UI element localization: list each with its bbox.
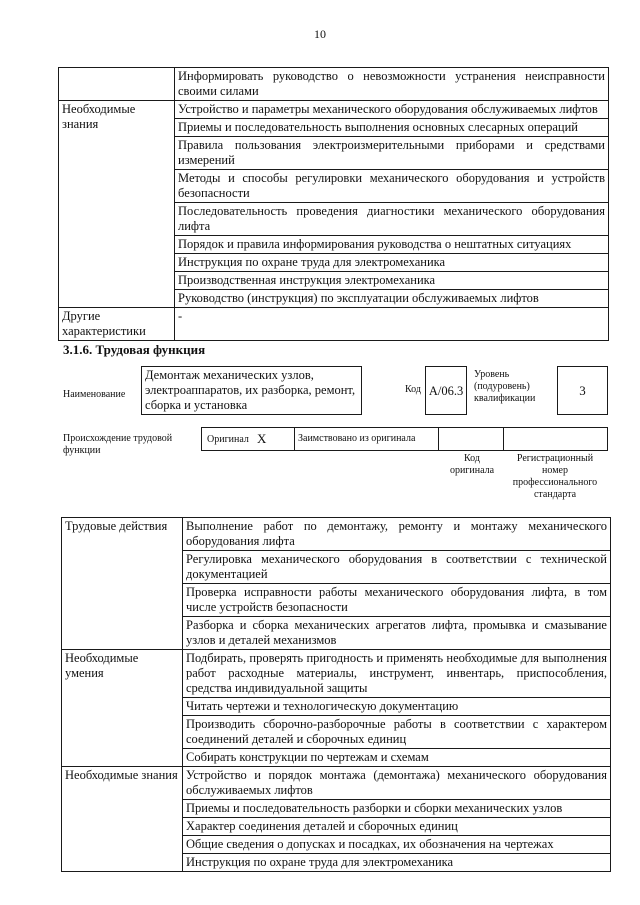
original-label: Оригинал xyxy=(207,434,249,445)
row-item: Регулировка механического оборудования в соответствии с технической документацией xyxy=(183,551,611,584)
row-item: Общие сведения о допусках и посадках, их обозначения на чертежах xyxy=(183,836,611,854)
row-item: Производственная инструкция электромеханика xyxy=(175,272,609,290)
table-row xyxy=(62,767,611,800)
row-item: Порядок и правила информирования руководства о нештатных ситуациях xyxy=(175,236,609,254)
row-item: Устройство и параметры механического оборудования обслуживаемых лифтов xyxy=(175,101,609,119)
row-item: Информировать руководство о невозможности устранения неисправности своими силами xyxy=(175,68,609,101)
row-label: Необходимые умения xyxy=(62,650,183,767)
row-item: Подбирать, проверять пригодность и применять необходимые для выполнения работ расходные материалы, инструмент, инвентарь, приспособления, средства индивидуальной защиты xyxy=(183,650,611,698)
code-label: Код xyxy=(405,384,421,395)
row-item: Приемы и последовательность разборки и сборки механических узлов xyxy=(183,800,611,818)
function-code: A/06.3 xyxy=(428,384,464,398)
divider xyxy=(294,428,295,450)
row-item: Устройство и порядок монтажа (демонтажа) механического оборудования обслуживаемых лифтов xyxy=(183,767,611,800)
function-code-box xyxy=(425,366,467,415)
origin-label: Происхождение трудовой функции xyxy=(63,433,173,456)
table-row xyxy=(59,308,609,341)
row-label xyxy=(59,68,175,101)
row-item: Руководство (инструкция) по эксплуатации обслуживаемых лифтов xyxy=(175,290,609,308)
borrowed-label: Заимствовано из оригинала xyxy=(298,433,416,444)
function-name: Демонтаж механических узлов, электроаппаратов, их разборка, ремонт, сборка и установка xyxy=(145,368,356,412)
row-item: Выполнение работ по демонтажу, ремонту и монтажу механического оборудования лифта xyxy=(183,518,611,551)
row-item: Характер соединения деталей и сборочных единиц xyxy=(183,818,611,836)
labor-function-table xyxy=(61,517,611,872)
row-item: Читать чертежи и технологическую документацию xyxy=(183,698,611,716)
row-label: Необходимые знания xyxy=(62,767,183,872)
row-item: Инструкция по охране труда для электромеханика xyxy=(183,854,611,872)
table-row xyxy=(62,650,611,698)
row-item: - xyxy=(175,308,609,341)
row-item: Разборка и сборка механических агрегатов лифта, промывка и смазывание узлов и деталей механизмов xyxy=(183,617,611,650)
row-label: Трудовые действия xyxy=(62,518,183,650)
row-item: Производить сборочно-разборочные работы в соответствии с характером соединений деталей и сборочных единиц xyxy=(183,716,611,749)
row-label: Необходимые знания xyxy=(59,101,175,308)
row-item: Правила пользования электроизмерительными приборами и средствами измерений xyxy=(175,137,609,170)
row-item: Методы и способы регулировки механического оборудования и устройств безопасности xyxy=(175,170,609,203)
row-item: Собирать конструкции по чертежам и схемам xyxy=(183,749,611,767)
name-label: Наименование xyxy=(63,389,126,400)
divider xyxy=(438,428,439,450)
row-item: Проверка исправности работы механического оборудования лифта, в том числе устройств безопасности xyxy=(183,584,611,617)
knowledge-table-top xyxy=(58,67,609,341)
table-row xyxy=(59,68,609,101)
level-label: Уровень (подуровень) квалификации xyxy=(474,369,536,404)
row-item: Инструкция по охране труда для электромеханика xyxy=(175,254,609,272)
function-name-box xyxy=(141,366,362,415)
original-mark: X xyxy=(257,431,267,446)
page-number: 10 xyxy=(314,27,326,41)
section-title: 3.1.6. Трудовая функция xyxy=(63,342,206,357)
reg-number-caption: Регистрационный номер профессионального стандарта xyxy=(512,453,598,500)
table-row xyxy=(59,101,609,119)
row-item: Последовательность проведения диагностики механического оборудования лифта xyxy=(175,203,609,236)
origin-box xyxy=(201,427,608,451)
table-row xyxy=(62,518,611,551)
row-label: Другие характеристики xyxy=(59,308,175,341)
divider xyxy=(503,428,504,450)
code-original-caption: Код оригинала xyxy=(449,453,495,476)
row-item: Приемы и последовательность выполнения основных слесарных операций xyxy=(175,119,609,137)
level-box xyxy=(557,366,608,415)
level-value: 3 xyxy=(579,383,586,398)
